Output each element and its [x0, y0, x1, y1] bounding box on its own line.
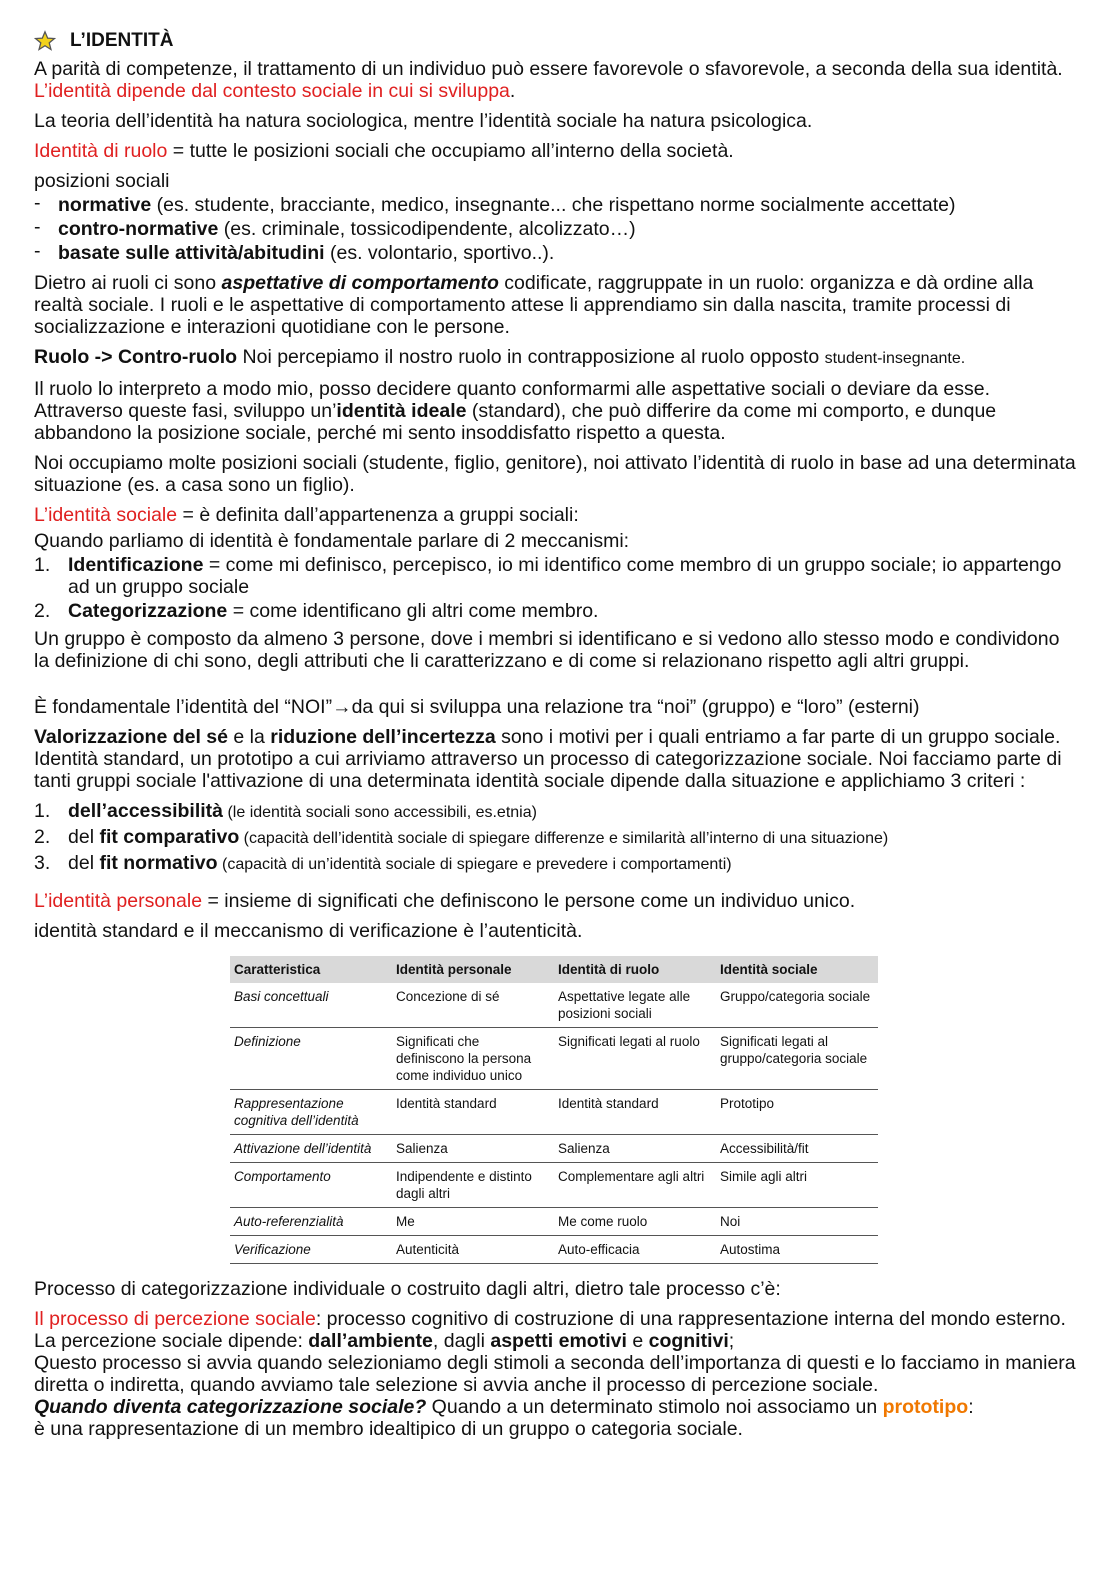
- table-row: Definizione Significati che definiscono la persona come individuo unico Significati legati al ruolo Significati legati al gruppo/categoria sociale: [230, 1028, 878, 1090]
- table-row: Auto-referenzialità Me Me come ruolo Noi: [230, 1208, 878, 1236]
- table-row: Verificazione Autenticità Auto-efficacia Autostima: [230, 1236, 878, 1264]
- list-item: 2. Categorizzazione = come identificano gli altri come membro.: [34, 600, 599, 622]
- paragraph-theory: La teoria dell’identità ha natura sociologica, mentre l’identità sociale ha natura psicologica.: [34, 110, 813, 132]
- paragraph-prototype-definition: è una rappresentazione di un membro idealtipico di un gruppo o categoria sociale.: [34, 1418, 743, 1440]
- table-header: Identità sociale: [716, 956, 878, 983]
- title-text: L’IDENTITÀ: [70, 30, 174, 51]
- term-role-identity: Identità di ruolo: [34, 140, 168, 162]
- table-header: Identità personale: [392, 956, 554, 983]
- identity-table: [230, 956, 878, 1264]
- paragraph-role-identity: Identità di ruolo = tutte le posizioni sociali che occupiamo all’interno della società.: [34, 140, 734, 162]
- paragraph-positions: Noi occupiamo molte posizioni sociali (studente, figlio, genitore), noi attivato l’identità di ruolo in base ad una determinata situazione (es. a casa sono un figlio).: [34, 452, 1076, 496]
- paragraph-motives: Valorizzazione del sé e la riduzione dell’incertezza sono i motivi per i quali entriamo a far parte di un gruppo sociale. Identità standard, un prototipo a cui arriviamo attraverso un processo di categorizzazione sociale. Noi facciamo parte di tanti gruppi sociale l'attivazione di una determinata identità sociale dipende dalla situazione e applichiamo 3 criteri :: [34, 726, 1062, 792]
- criteria-list: [34, 800, 1080, 876]
- paragraph-intro: A parità di competenze, il trattamento di un individuo può essere favorevole o sfavorevole, a seconda della sua identità. L’identità dipende dal contesto sociale in cui si sviluppa.: [34, 58, 1063, 102]
- paragraph-mechanisms: Quando parliamo di identità è fondamentale parlare di 2 meccanismi:: [34, 530, 630, 552]
- term-social-identity: L’identità sociale: [34, 504, 178, 526]
- table-row: Basi concettuali Concezione di sé Aspettative legate alle posizioni sociali Gruppo/categoria sociale: [230, 983, 878, 1028]
- table-header: Caratteristica: [230, 956, 392, 983]
- paragraph-authenticity: identità standard e il meccanismo di verificazione è l’autenticità.: [34, 920, 583, 942]
- mechanisms-list: [34, 554, 1080, 622]
- table-row: Rappresentazione cognitiva dell’identità Identità standard Identità standard Prototipo: [230, 1090, 878, 1135]
- list-item: 3. del fit normativo (capacità di un’identità sociale di spiegare e prevedere i comportamenti): [34, 852, 732, 874]
- paragraph-group: Un gruppo è composto da almeno 3 persone, dove i membri si identificano e si vedono allo stesso modo e condividono la definizione di chi sono, degli attributi che li caratterizzano e di come si relazionano rispetto agli altri gruppi.: [34, 628, 1060, 672]
- paragraph-counter-role: Ruolo -> Contro-ruolo Noi percepiamo il nostro ruolo in contrapposizione al ruolo opposto student-insegnante.: [34, 346, 966, 368]
- list-item: - normative (es. studente, bracciante, medico, insegnante... che rispettano norme socialmente accettate): [34, 194, 1080, 216]
- paragraph-social-positions: posizioni sociali: [34, 170, 170, 192]
- paragraph-social-perception: Il processo di percezione sociale: processo cognitivo di costruzione di una rappresentazione interna del mondo esterno. La percezione sociale dipende: dall’ambiente, dagli aspetti emotivi e cognitivi;: [34, 1308, 1066, 1352]
- list-item: 2. del fit comparativo (capacità dell’identità sociale di spiegare differenze e similarità all’interno di una situazione): [34, 826, 889, 848]
- table-row: Attivazione dell’identità Salienza Salienza Accessibilità/fit: [230, 1135, 878, 1163]
- list-item: 1. Identificazione = come mi definisco, percepisco, io mi identifico come membro di un gruppo sociale; io appartengo ad un gruppo sociale: [34, 554, 1062, 598]
- list-item: 1. dell’accessibilità (le identità sociali sono accessibili, es.etnia): [34, 800, 537, 822]
- paragraph-prototype: Quando diventa categorizzazione sociale? Quando a un determinato stimolo noi associamo un prototipo:: [34, 1396, 974, 1418]
- paragraph-expectations: Dietro ai ruoli ci sono aspettative di comportamento codificate, raggruppate in un ruolo: organizza e dà ordine alla realtà sociale. I ruoli e le aspettative di comportamento attese li apprendiamo sin dalla nascita, tramite processi di socializzazione e interazioni quotidiane con le persone.: [34, 272, 1034, 338]
- paragraph-ideal-identity: Il ruolo lo interpreto a modo mio, posso decidere quanto conformarmi alle aspettative sociali o deviare da esse. Attraverso queste fasi, sviluppo un’identità ideale (standard), che può differire da come mi comporto, e dunque abbandono la posizione sociale, perché mi sento insoddisfatto rispetto a questa.: [34, 378, 997, 444]
- section-title: [34, 30, 1080, 52]
- paragraph-social-identity: L’identità sociale = è definita dall’appartenenza a gruppi sociali:: [34, 504, 579, 526]
- paragraph-categorization: Processo di categorizzazione individuale o costruito dagli altri, dietro tale processo c’è:: [34, 1278, 781, 1300]
- list-item: - basate sulle attività/abitudini (es. volontario, sportivo..).: [34, 242, 1080, 264]
- table-row: Comportamento Indipendente e distinto dagli altri Complementare agli altri Simile agli altri: [230, 1163, 878, 1208]
- list-item: - contro-normative (es. criminale, tossicodipendente, alcolizzato…): [34, 218, 1080, 240]
- table-header: Identità di ruolo: [554, 956, 716, 983]
- paragraph-stimuli: Questo processo si avvia quando selezioniamo degli stimoli a seconda dell’importanza di questi e lo facciamo in maniera diretta o indiretta, quando avviamo tale selezione si avvia anche il processo di percezione sociale.: [34, 1352, 1076, 1396]
- roles-list: [34, 194, 1080, 264]
- term-social-perception: Il processo di percezione sociale: [34, 1308, 316, 1330]
- paragraph-noi: È fondamentale l’identità del “NOI”→da qui si sviluppa una relazione tra “noi” (gruppo) e “loro” (esterni): [34, 696, 920, 718]
- term-prototype: prototipo: [882, 1396, 969, 1418]
- star-icon: [34, 30, 56, 52]
- term-personal-identity: L’identità personale: [34, 890, 203, 912]
- paragraph-personal-identity: L’identità personale = insieme di significati che definiscono le persone come un individuo unico.: [34, 890, 856, 912]
- table-header-row: [230, 956, 878, 983]
